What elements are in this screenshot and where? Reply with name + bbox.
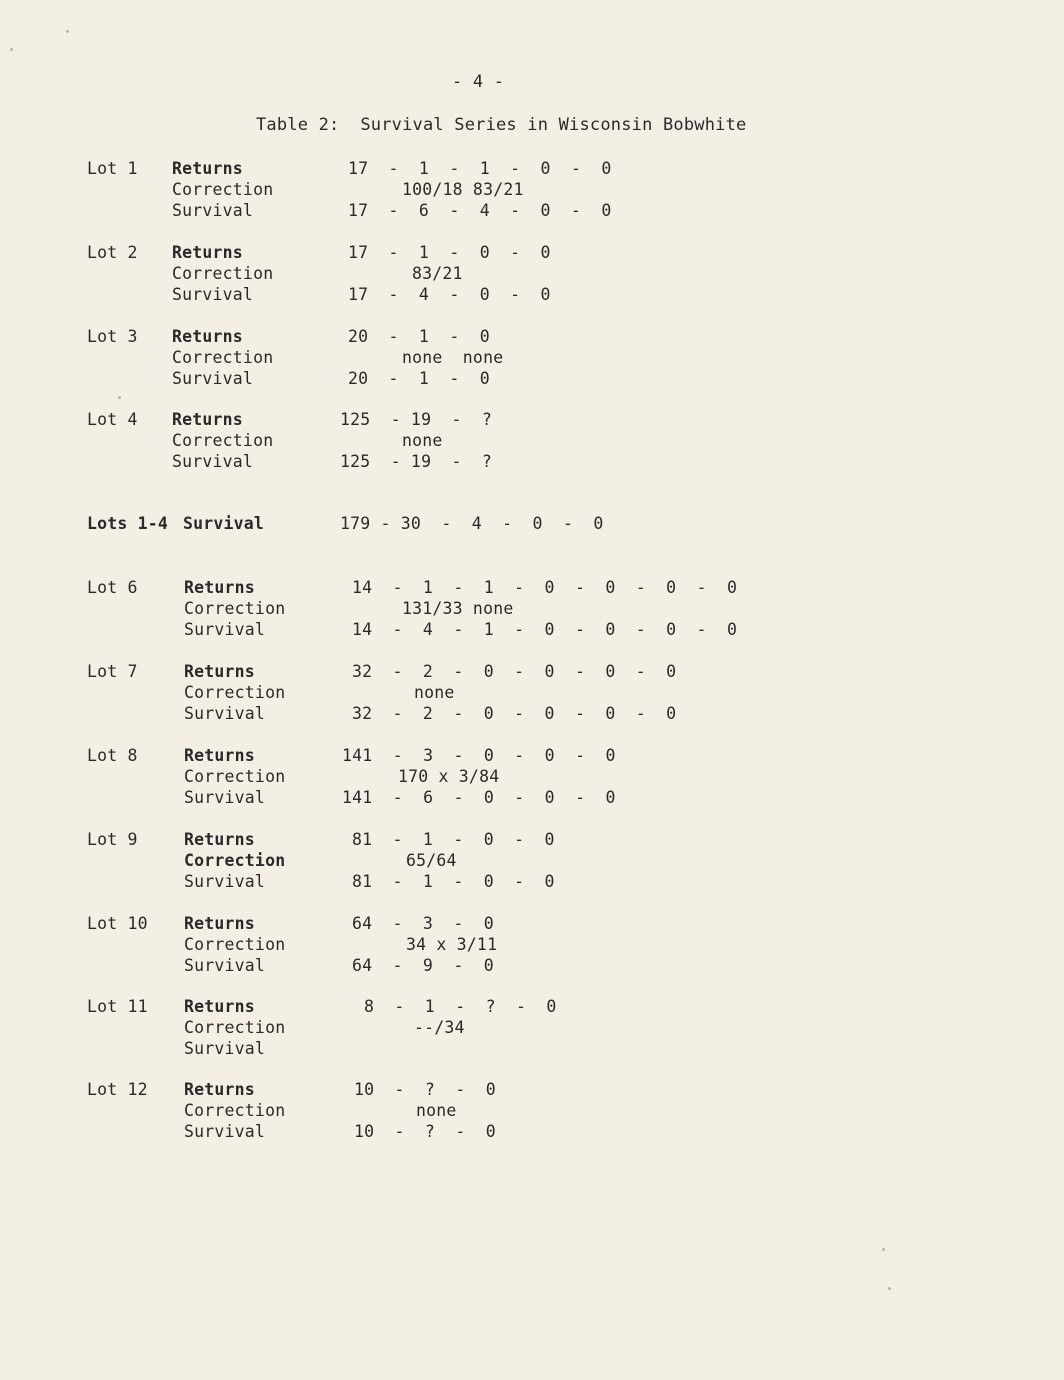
row-value: 83/21 — [412, 264, 463, 283]
row-label: Correction — [184, 599, 286, 618]
row-label: Survival — [184, 872, 266, 891]
paper-speck — [118, 396, 121, 399]
row-value: none none — [402, 348, 504, 367]
row-label: Returns — [172, 410, 243, 429]
row-value: 20 - 1 - 0 — [348, 327, 490, 346]
row-value: 17 - 6 - 4 - 0 - 0 — [348, 201, 612, 220]
row-label: Correction — [184, 1018, 286, 1037]
row-label: Survival — [184, 788, 266, 807]
row-label: Returns — [184, 578, 255, 597]
lot-name: Lot 6 — [87, 578, 138, 597]
lot-name: Lot 11 — [87, 997, 148, 1016]
row-label: Returns — [184, 830, 255, 849]
row-value: 17 - 1 - 1 - 0 - 0 — [348, 159, 612, 178]
row-label: Survival — [172, 285, 254, 304]
row-label: Correction — [172, 431, 274, 450]
row-value: 17 - 1 - 0 - 0 — [348, 243, 551, 262]
row-label: Correction — [184, 935, 286, 954]
row-value: 14 - 4 - 1 - 0 - 0 - 0 - 0 — [352, 620, 738, 639]
page-number: - 4 - — [452, 72, 505, 92]
row-value: 10 - ? - 0 — [354, 1080, 496, 1099]
row-value: none — [414, 683, 455, 702]
row-value: 100/18 83/21 — [402, 180, 524, 199]
row-value: 131/33 none — [402, 599, 514, 618]
lot-name: Lot 4 — [87, 410, 138, 429]
row-label: Correction — [184, 1101, 286, 1120]
row-value: 32 - 2 - 0 - 0 - 0 - 0 — [352, 704, 677, 723]
row-label: Correction — [184, 683, 286, 702]
row-label: Correction — [172, 264, 274, 283]
row-value: 141 - 6 - 0 - 0 - 0 — [342, 788, 616, 807]
row-label: Correction — [184, 767, 286, 786]
row-value: 8 - 1 - ? - 0 — [364, 997, 557, 1016]
lot-name: Lots 1-4 — [87, 514, 169, 533]
row-label: Returns — [184, 746, 255, 765]
lot-name: Lot 10 — [87, 914, 148, 933]
row-label: Survival — [184, 956, 266, 975]
row-value: 10 - ? - 0 — [354, 1122, 496, 1141]
row-value: 170 x 3/84 — [398, 767, 500, 786]
lot-name: Lot 1 — [87, 159, 138, 178]
row-value: 64 - 3 - 0 — [352, 914, 494, 933]
row-value: 64 - 9 - 0 — [352, 956, 494, 975]
paper-speck — [882, 1248, 885, 1251]
row-value: none — [402, 431, 443, 450]
lot-name: Lot 12 — [87, 1080, 148, 1099]
row-value: 81 - 1 - 0 - 0 — [352, 872, 555, 891]
row-value: 14 - 1 - 1 - 0 - 0 - 0 - 0 — [352, 578, 738, 597]
row-value: 179 - 30 - 4 - 0 - 0 — [340, 514, 604, 533]
paper-speck — [10, 48, 13, 51]
row-label: Survival — [183, 514, 265, 533]
table-title: Table 2: Survival Series in Wisconsin Bobwhite — [256, 115, 747, 135]
row-value: 65/64 — [406, 851, 457, 870]
row-value: 141 - 3 - 0 - 0 - 0 — [342, 746, 616, 765]
row-label: Survival — [184, 704, 266, 723]
row-label: Correction — [172, 180, 274, 199]
row-label: Returns — [172, 327, 243, 346]
row-label: Returns — [184, 1080, 255, 1099]
row-label: Survival — [184, 620, 266, 639]
row-label: Survival — [184, 1122, 266, 1141]
row-value: 32 - 2 - 0 - 0 - 0 - 0 — [352, 662, 677, 681]
paper-speck — [66, 30, 69, 33]
row-label: Returns — [184, 914, 255, 933]
row-value: 125 - 19 - ? — [340, 410, 493, 429]
row-label: Survival — [184, 1039, 266, 1058]
row-label: Correction — [184, 851, 286, 870]
row-label: Survival — [172, 201, 254, 220]
row-label: Returns — [172, 159, 243, 178]
lot-name: Lot 9 — [87, 830, 138, 849]
row-label: Returns — [184, 662, 255, 681]
lot-name: Lot 3 — [87, 327, 138, 346]
row-label: Correction — [172, 348, 274, 367]
row-value: 34 x 3/11 — [406, 935, 498, 954]
row-label: Returns — [172, 243, 243, 262]
row-value: --/34 — [414, 1018, 465, 1037]
row-value: none — [416, 1101, 457, 1120]
row-label: Returns — [184, 997, 255, 1016]
row-value: 81 - 1 - 0 - 0 — [352, 830, 555, 849]
lot-name: Lot 8 — [87, 746, 138, 765]
lot-name: Lot 2 — [87, 243, 138, 262]
row-value: 17 - 4 - 0 - 0 — [348, 285, 551, 304]
row-value: 20 - 1 - 0 — [348, 369, 490, 388]
row-label: Survival — [172, 452, 254, 471]
paper-speck — [888, 1287, 891, 1290]
row-label: Survival — [172, 369, 254, 388]
lot-name: Lot 7 — [87, 662, 138, 681]
row-value: 125 - 19 - ? — [340, 452, 493, 471]
